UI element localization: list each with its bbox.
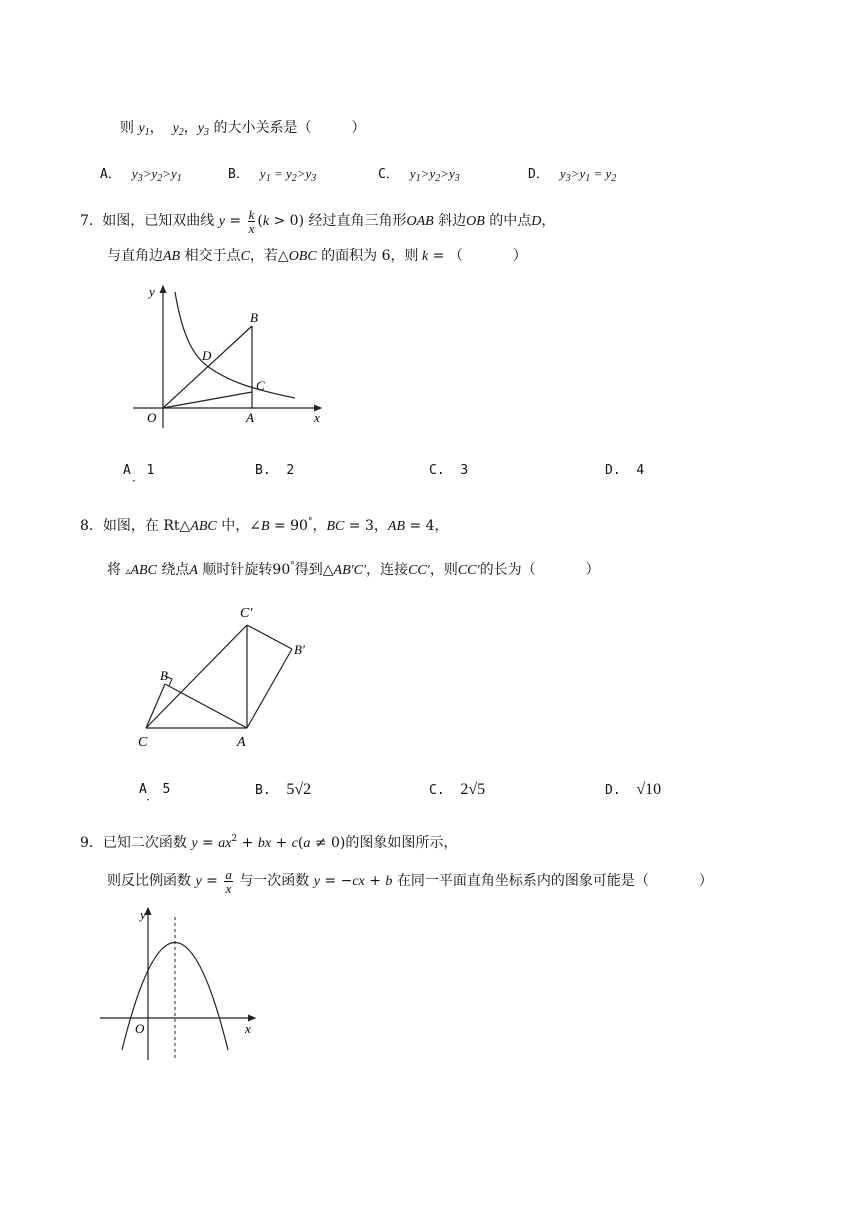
q8-segment-CB [146, 684, 165, 728]
q7-figure [125, 280, 340, 430]
q8-label-C: C [138, 735, 148, 750]
q6-option-a[interactable]: A． $y_3>y_2>y_1$ [100, 166, 182, 184]
q6-option-d[interactable]: D． $y_3>y_1 = y_2$ [528, 166, 617, 184]
q7-label-O: O [147, 410, 157, 425]
q7-line-2: 与直角边AB 相交于点C，若△OBC 的面积为 6，则 k = （ ） [107, 248, 527, 264]
q7-option-b[interactable]: B. 2 [255, 463, 295, 478]
q6-option-b[interactable]: B． $y_1 = y_2>y_3$ [228, 166, 317, 184]
q8-option-b[interactable]: B. 5√2 [255, 781, 312, 798]
q8-figure [132, 600, 332, 755]
q8-line-1: 8．如图，在 Rt△ABC 中，∠B = 90°，BC = 3，AB = 4， [80, 517, 449, 534]
q9-label-O: O [135, 1021, 145, 1036]
q9-figure [95, 905, 270, 1065]
q7-hyperbola [175, 292, 295, 398]
q8-label-A: A [237, 735, 246, 750]
q8-label-C-prime: C′ [240, 606, 253, 621]
q8-option-c[interactable]: C. 2√5 [429, 781, 486, 798]
q9-line-2: 则反比例函数 y = $\frac{a}{x}$ 与一次函数 y = −cx + b 在同一平面直角坐标系内的图象可能是（ ） [107, 866, 713, 896]
q8-option-d[interactable]: D. √10 [605, 781, 662, 798]
q7-label-x: x [314, 410, 320, 425]
q8-option-a[interactable]: A 5 [139, 782, 171, 797]
q7-line-1: 7. 如图，已知双曲线 y = $\frac{k}{x}$ (k > 0) 经过直角三角形OAB 斜边OB 的中点D， [80, 206, 556, 236]
q7-label-B: B [250, 310, 258, 325]
q9-label-y: y [140, 907, 146, 922]
q8-label-B-prime: B′ [294, 642, 305, 657]
q7-option-a[interactable]: A 1 [123, 463, 155, 478]
q8-option-a-dot: · [146, 793, 150, 807]
q7-label-D: D [202, 348, 212, 363]
q7-label-C: C [256, 378, 265, 393]
q7-option-a-dot: · [132, 474, 136, 488]
q8-line-2: 将 ▵ABC 绕点A 顺时针旋转90°得到△AB′C′，连接CC′，则CC′的长为（ ） [107, 561, 600, 578]
q8-segment-C-prime-B-prime [247, 625, 292, 649]
q7-option-c[interactable]: C. 3 [429, 463, 469, 478]
q9-label-x: x [245, 1021, 251, 1036]
q9-line-1: 9．已知二次函数 $y = ax^2$ + bx + c(a ≠ 0)的图象如图所示， [80, 834, 458, 851]
q7-option-d[interactable]: D. 4 [605, 463, 645, 478]
q7-segment-OB [163, 326, 252, 408]
q7-segment-OC [163, 392, 252, 408]
q8-segment-BA [165, 684, 247, 728]
q7-label-y: y [149, 284, 155, 299]
q6-question-line: 则 $y_1$， $y_2$，$y_3$ 的大小关系是（ ） [120, 120, 366, 138]
q8-segment-B-prime-A [247, 649, 292, 728]
q6-option-c[interactable]: C． $y_1>y_2>y_3$ [378, 166, 460, 184]
q7-label-A: A [246, 410, 254, 425]
q8-label-B: B [160, 668, 168, 683]
